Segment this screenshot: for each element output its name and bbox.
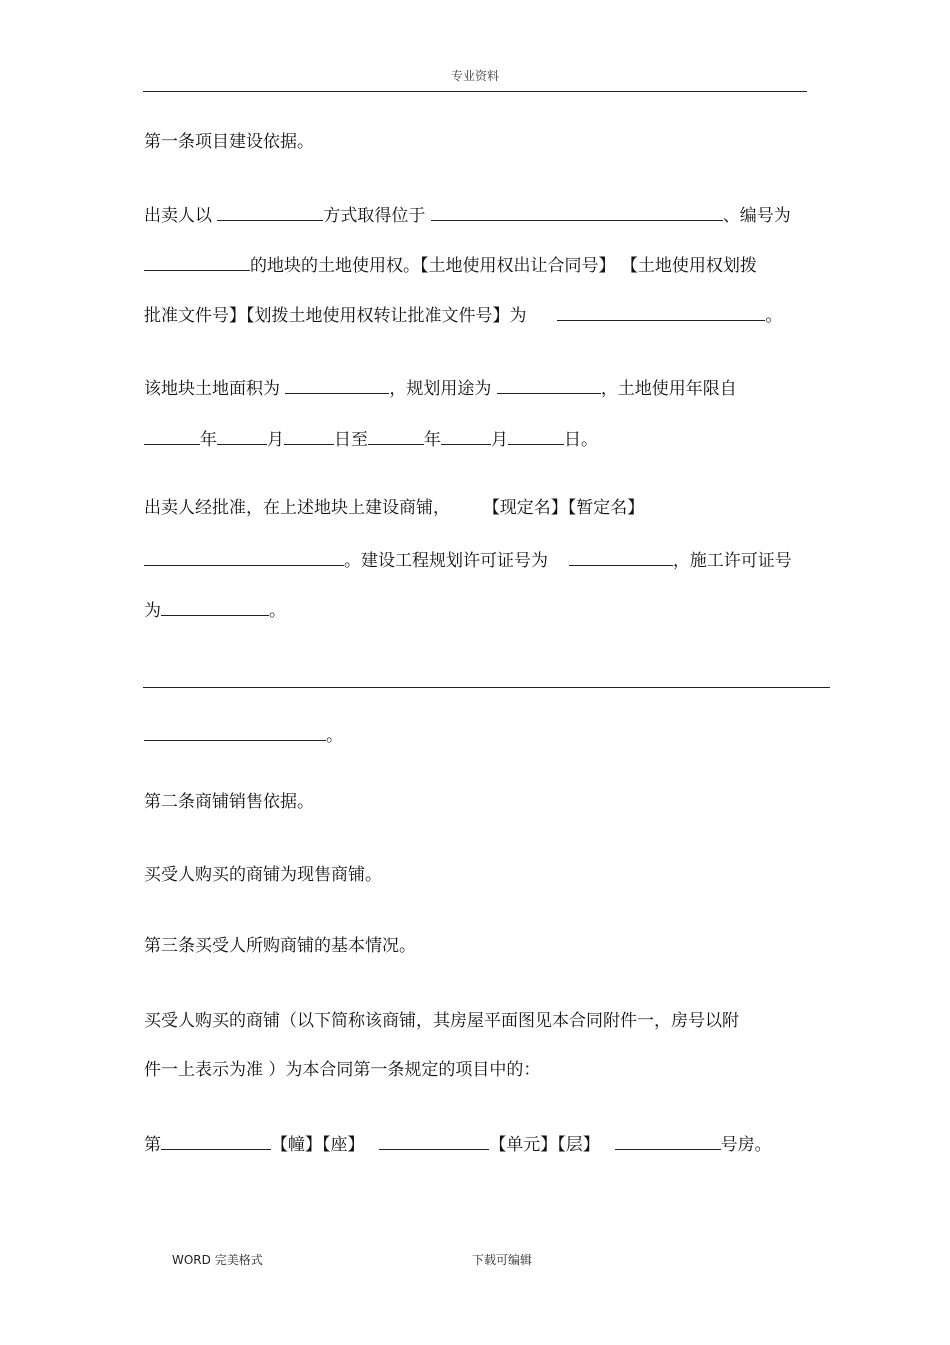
text: 、编号为 [722, 206, 791, 226]
article-1-title: 第一条项目建设依据。 [144, 132, 314, 152]
blank-acquisition-method [217, 202, 323, 221]
blank-planning-permit-number [569, 547, 673, 566]
paragraph-3-line-2 [144, 547, 792, 572]
article-2-title: 第二条商铺销售依据。 [144, 792, 314, 812]
blank-start-month [217, 426, 267, 445]
text: 。 [269, 601, 286, 621]
text: 该地块土地面积为 [144, 379, 280, 399]
text: 日至 [334, 430, 368, 450]
blank-project-name [144, 547, 344, 566]
blank-planned-use [497, 375, 601, 394]
text: 。 [765, 306, 783, 326]
blank-end-day [508, 426, 564, 445]
text: 出卖人经批准，在上述地块上建设商铺， [144, 498, 450, 518]
text: 【幢】【座】 [271, 1135, 365, 1155]
blank-construction-permit-number [161, 597, 269, 616]
text: 月 [267, 430, 284, 450]
article-3-text-line-1: 买受人购买的商铺（以下简称该商铺，其房屋平面图见本合同附件一，房号以附 [144, 1011, 739, 1031]
text: 第 [144, 1135, 161, 1155]
text: 号房。 [720, 1135, 772, 1155]
article-3-text-line-2: 件一上表示为准 ）为本合同第一条规定的项目中的： [144, 1060, 541, 1080]
paragraph-1-line-2 [144, 252, 757, 277]
text: 。建设工程规划许可证号为 [344, 551, 548, 571]
footer-right: 下载可编辑 [472, 1253, 533, 1267]
blank-end-month [441, 426, 491, 445]
paragraph-3-line-1 [144, 497, 644, 519]
blank-start-year [144, 426, 200, 445]
article-2-text: 买受人购买的商铺为现售商铺。 [144, 865, 382, 885]
text: 【现定名】【暂定名】 [482, 498, 645, 518]
text: 。 [326, 726, 343, 746]
blank-start-day [284, 426, 334, 445]
text: 出卖人以 [144, 206, 212, 226]
paragraph-1-line-3 [144, 302, 782, 327]
text: 方式取得位于 [323, 206, 426, 226]
paragraph-3-line-3 [144, 597, 286, 622]
footer-left: WORD 完美格式 [172, 1253, 263, 1267]
blank-land-location [431, 202, 723, 221]
blank-contract-number [557, 302, 765, 321]
text: 日。 [564, 430, 598, 450]
text: ，施工许可证号 [672, 551, 792, 571]
blank-unit-number [379, 1131, 489, 1150]
paragraph-2-line-2 [144, 426, 598, 451]
blank-land-area [285, 375, 389, 394]
header-divider [143, 91, 807, 92]
text: 批准文件号】【划拨土地使用权转让批准文件号】为 [144, 306, 527, 326]
blank-land-number [144, 252, 250, 271]
blank-end-year [368, 426, 424, 445]
page-header-title: 专业资料 [450, 69, 499, 83]
blank-building-number [161, 1131, 271, 1150]
text: 年 [200, 430, 217, 450]
full-width-blank-line [143, 687, 830, 688]
text: ，土地使用年限自 [600, 379, 737, 399]
unit-line [144, 1131, 772, 1156]
text: 的地块的土地使用权。【土地使用权出让合同号】 【土地使用权划拨 [250, 256, 757, 276]
paragraph-1-line-1 [144, 202, 791, 227]
article-3-title: 第三条买受人所购商铺的基本情况。 [144, 936, 416, 956]
text: ，规划用途为 [389, 379, 492, 399]
text: 年 [424, 430, 441, 450]
text: 月 [491, 430, 508, 450]
text: 【单元】【层】 [489, 1135, 600, 1155]
blank-room-number [615, 1131, 721, 1150]
paragraph-2-line-1 [144, 375, 737, 400]
blank-continuation [144, 722, 326, 741]
paragraph-4-line-1 [144, 722, 343, 747]
text: 为 [144, 601, 161, 621]
